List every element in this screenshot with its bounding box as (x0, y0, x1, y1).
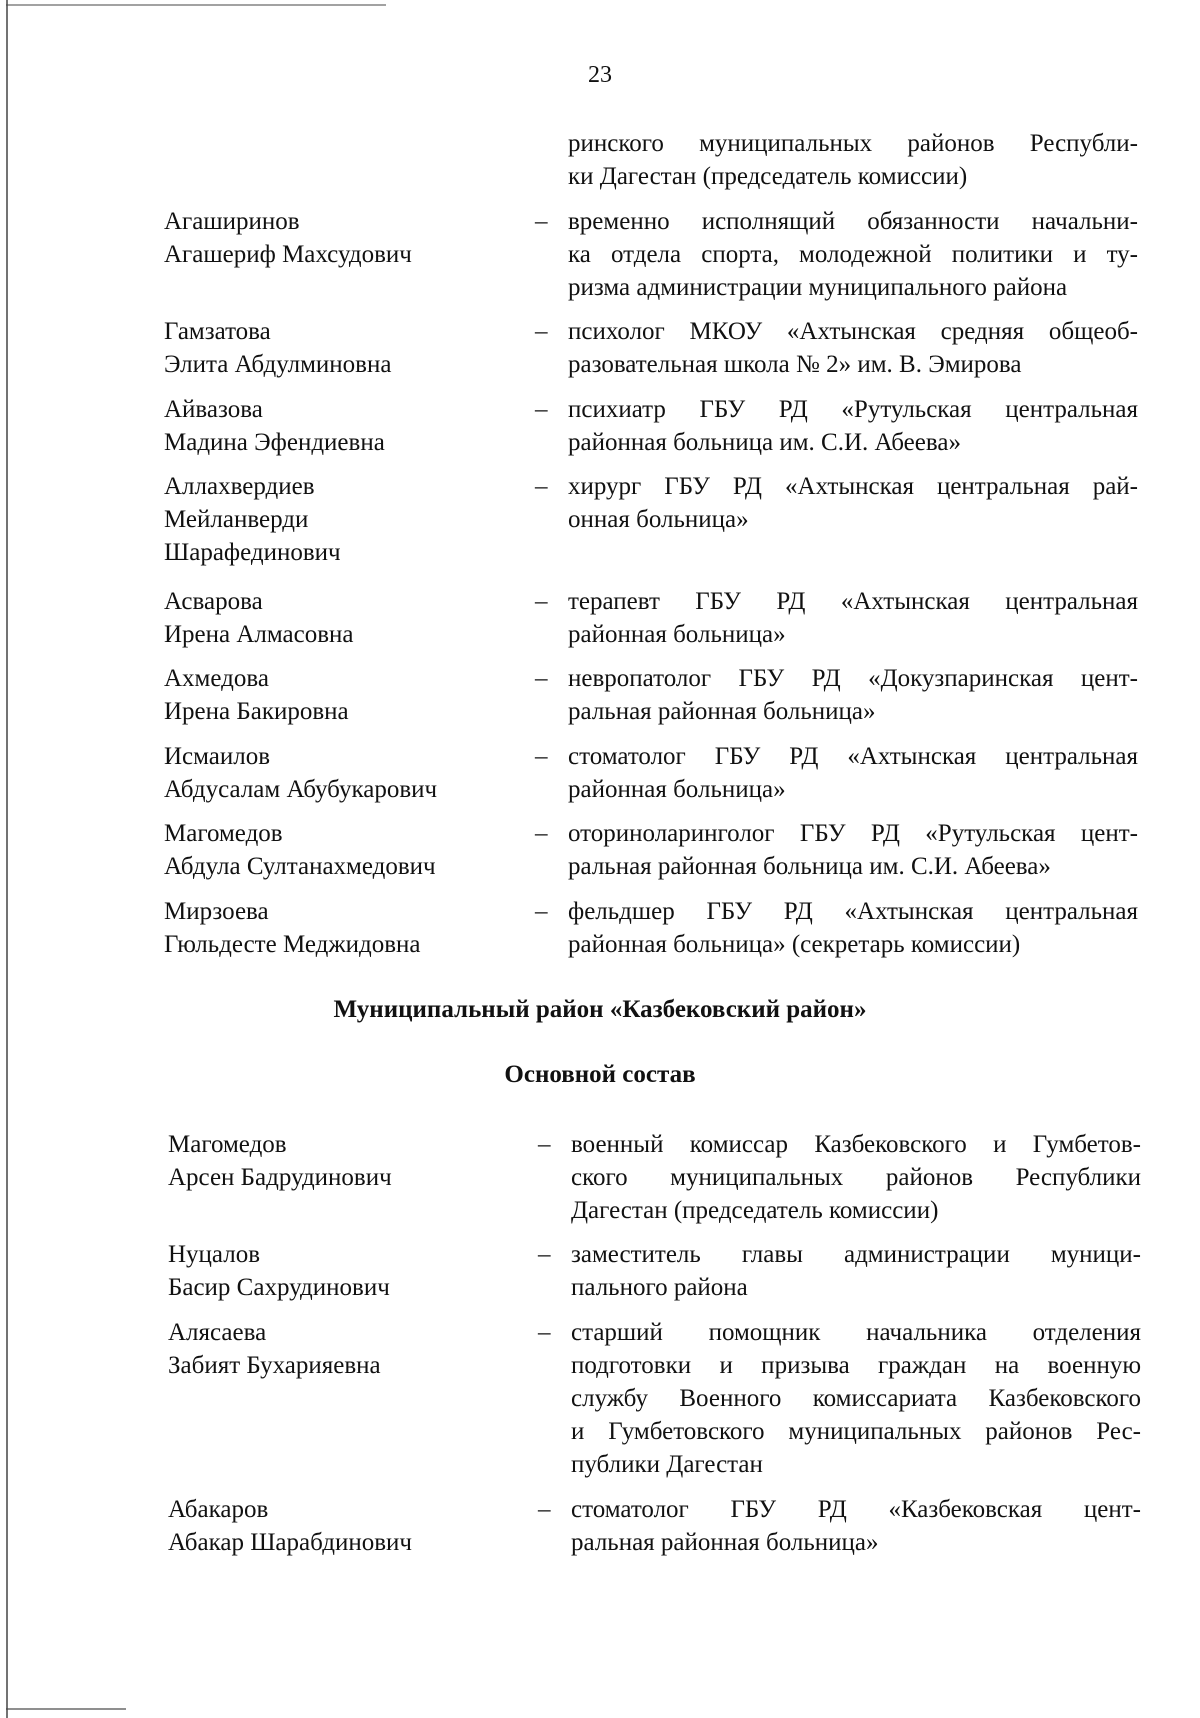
member-name-line: Абдусалам Абубукарович (164, 776, 438, 803)
member-role (571, 1493, 1141, 1559)
dash-separator: – (535, 898, 548, 925)
member-role (568, 470, 1138, 536)
member-role-line: районная больница» (секретарь комиссии) (568, 931, 1021, 958)
member-name-line: Ахмедова (164, 665, 269, 692)
scan-edge-left (6, 0, 8, 1718)
member-name-line: Арсен Бадрудинович (168, 1164, 392, 1191)
member-role (568, 205, 1138, 304)
member-name (164, 470, 504, 569)
scan-edge-top (6, 4, 386, 6)
member-role-line: ризма администрации муниципального района (568, 274, 1068, 301)
member-role (571, 1128, 1141, 1227)
member-name-line: Абакар Шарабдинович (168, 1529, 412, 1556)
member-name (168, 1493, 508, 1559)
member-name (168, 1128, 508, 1194)
member-name-line: Агаширинов (164, 208, 300, 235)
member-role (568, 740, 1138, 806)
member-name-line: Айвазова (164, 396, 263, 423)
member-role-line: ральная районная больница» (571, 1529, 879, 1556)
member-role-line: разовательная школа № 2» им. В. Эмирова (568, 351, 1022, 378)
member-name (164, 740, 504, 806)
dash-separator: – (538, 1319, 551, 1346)
member-role-line: стоматолог ГБУ РД «Ахтынская центральная (568, 743, 1138, 770)
member-role-line: районная больница им. С.И. Абеева» (568, 429, 961, 456)
member-name-line: Мадина Эфендиевна (164, 429, 385, 456)
continuation-line: ринского муниципальных районов Республи- (568, 130, 1138, 157)
member-name-line: Мирзоева (164, 898, 269, 925)
member-name-line: Алясаева (168, 1319, 267, 1346)
member-role-line: терапевт ГБУ РД «Ахтынская центральная (568, 588, 1138, 615)
member-role-line: старший помощник начальника отделения (571, 1319, 1141, 1346)
member-name (164, 895, 504, 961)
member-role-line: оториноларинголог ГБУ РД «Рутульская цент- (568, 820, 1138, 847)
member-name (164, 817, 504, 883)
member-role-line: ральная районная больница им. С.И. Абеева» (568, 853, 1051, 880)
district-heading: Муниципальный район «Казбековский район» (333, 996, 867, 1023)
dash-separator: – (535, 318, 548, 345)
dash-separator: – (535, 820, 548, 847)
dash-separator: – (538, 1496, 551, 1523)
member-role-line: ского муниципальных районов Республики (571, 1164, 1141, 1191)
continuation-text (568, 127, 1138, 193)
member-name-line: Басир Сахрудинович (168, 1274, 390, 1301)
page-number: 23 (588, 62, 612, 88)
member-role (568, 393, 1138, 459)
member-name-line: Исмаилов (164, 743, 271, 770)
member-name-line: Забият Бухарияевна (168, 1352, 381, 1379)
member-name-line: Аллахвердиев (164, 473, 315, 500)
member-role-line: временно исполнящий обязанности начальни- (568, 208, 1138, 235)
member-name-line: Мейланверди (164, 506, 309, 533)
member-name (164, 205, 504, 271)
member-role-line: пального района (571, 1274, 748, 1301)
member-name (168, 1238, 508, 1304)
member-role-line: ральная районная больница» (568, 698, 876, 725)
member-role-line: и Гумбетовского муниципальных районов Рес- (571, 1418, 1141, 1445)
member-name-line: Нуцалов (168, 1241, 261, 1268)
member-role (568, 315, 1138, 381)
member-name-line: Шарафединович (164, 539, 341, 566)
member-name-line: Элита Абдулминовна (164, 351, 392, 378)
member-role (568, 585, 1138, 651)
composition-heading: Основной состав (504, 1061, 696, 1088)
member-role-line: психолог МКОУ «Ахтынская средняя общеоб- (568, 318, 1138, 345)
member-role-line: Дагестан (председатель комиссии) (571, 1197, 939, 1224)
member-role (568, 895, 1138, 961)
member-role (571, 1316, 1141, 1481)
member-name-line: Абдула Султанахмедович (164, 853, 436, 880)
dash-separator: – (535, 473, 548, 500)
member-name-line: Ирена Алмасовна (164, 621, 354, 648)
member-role (568, 817, 1138, 883)
member-role-line: заместитель главы администрации муници- (571, 1241, 1141, 1268)
dash-separator: – (538, 1241, 551, 1268)
member-name-line: Магомедов (164, 820, 283, 847)
member-role-line: фельдшер ГБУ РД «Ахтынская центральная (568, 898, 1138, 925)
member-name-line: Асварова (164, 588, 263, 615)
dash-separator: – (535, 665, 548, 692)
member-role-line: подготовки и призыва граждан на военную (571, 1352, 1141, 1379)
member-role-line: районная больница» (568, 621, 786, 648)
member-name-line: Гюльдесте Меджидовна (164, 931, 421, 958)
member-name-line: Гамзатова (164, 318, 271, 345)
member-role-line: онная больница» (568, 506, 749, 533)
member-role-line: хирург ГБУ РД «Ахтынская центральная рай- (568, 473, 1138, 500)
member-role-line: психиатр ГБУ РД «Рутульская центральная (568, 396, 1138, 423)
member-role-line: службу Военного комиссариата Казбековского (571, 1385, 1141, 1412)
dash-separator: – (535, 396, 548, 423)
member-name (164, 662, 504, 728)
member-role-line: военный комиссар Казбековского и Гумбетов- (571, 1131, 1141, 1158)
member-role-line: стоматолог ГБУ РД «Казбековская цент- (571, 1496, 1141, 1523)
dash-separator: – (535, 208, 548, 235)
member-name (164, 393, 504, 459)
member-role-line: публики Дагестан (571, 1451, 763, 1478)
scan-edge-bottom (6, 1708, 126, 1710)
dash-separator: – (535, 743, 548, 770)
member-name-line: Абакаров (168, 1496, 269, 1523)
member-role-line: районная больница» (568, 776, 786, 803)
member-role-line: ка отдела спорта, молодежной политики и ту- (568, 241, 1138, 268)
continuation-line: ки Дагестан (председатель комиссии) (568, 163, 968, 190)
dash-separator: – (535, 588, 548, 615)
member-name (164, 585, 504, 651)
member-name-line: Агашериф Махсудович (164, 241, 412, 268)
member-role-line: невропатолог ГБУ РД «Докузпаринская цент- (568, 665, 1138, 692)
member-name-line: Ирена Бакировна (164, 698, 349, 725)
member-name-line: Магомедов (168, 1131, 287, 1158)
member-role (568, 662, 1138, 728)
member-role (571, 1238, 1141, 1304)
member-name (164, 315, 504, 381)
dash-separator: – (538, 1131, 551, 1158)
member-name (168, 1316, 508, 1382)
